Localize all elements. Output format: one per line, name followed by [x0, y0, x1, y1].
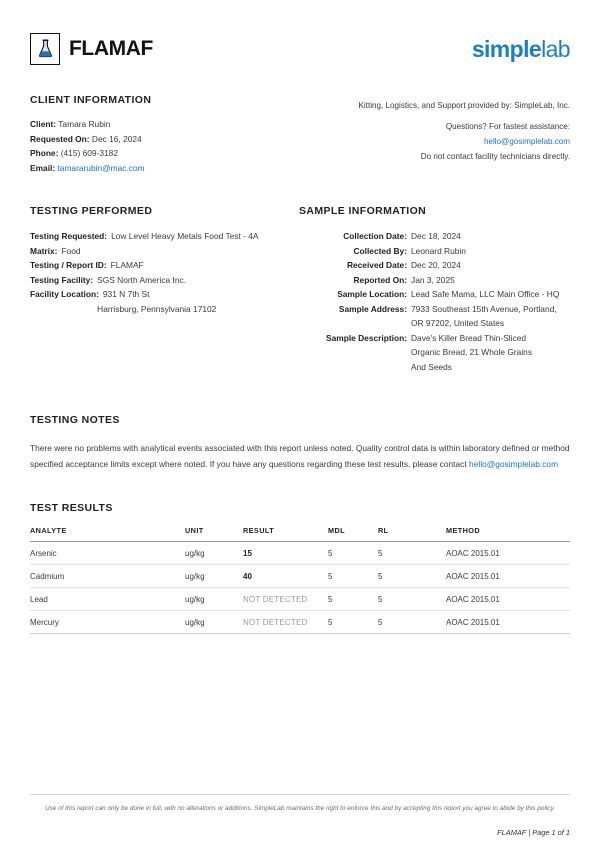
sample-field-description-line3-value: And Seeds [411, 361, 452, 372]
sample-field-description-label: Sample Description: [326, 332, 407, 343]
cell-unit: ug/kg [185, 588, 243, 611]
cell-rl: 5 [378, 542, 446, 565]
testing-notes-text: There were no problems with analytical events associated with this report unless noted. Quality control data is within laboratory defined or method specified acceptance limits except where noted. If you have any questions regarding these test results, please contact [30, 443, 570, 469]
sample-field-description-value: Dave's Killer Bread Thin-Sliced [411, 332, 527, 343]
support-line-2: Questions? For fastest assistance: [445, 122, 570, 131]
sample-field-collected-by-label: Collected By: [353, 245, 407, 256]
report-header [30, 0, 570, 72]
client-field-requested-on [30, 132, 325, 147]
testing-performed-fields [30, 229, 299, 316]
support-block [325, 94, 570, 164]
testing-field-matrix-label: Matrix: [30, 245, 58, 256]
support-line-1: Kitting, Logistics, and Support provided by: SimpleLab, Inc. [358, 101, 570, 110]
client-field-client-value: Tamara Rubin [58, 119, 111, 129]
cell-result: 15 [243, 542, 328, 565]
testing-field-location-label: Facility Location: [30, 289, 99, 299]
test-results-body [30, 542, 570, 634]
test-results-head [30, 526, 570, 542]
report-footer [30, 794, 570, 837]
client-information-title: CLIENT INFORMATION [30, 94, 152, 106]
brand-name-right-bold: simple [471, 35, 542, 62]
sample-field-address [299, 302, 570, 317]
sample-information-section [299, 205, 570, 374]
cell-analyte: Cadmium [30, 565, 185, 588]
cell-result: NOT DETECTED [243, 611, 328, 634]
brand-name-left: FLAMAF [69, 37, 153, 60]
cell-result: 40 [243, 565, 328, 588]
flask-icon [30, 33, 60, 65]
cell-analyte: Lead [30, 588, 185, 611]
table-row [30, 611, 570, 634]
sample-field-collection-date-value: Dec 18, 2024 [411, 231, 461, 241]
support-email-link[interactable]: hello@gosimplelab.com [483, 137, 570, 146]
cell-unit: ug/kg [185, 565, 243, 588]
column-header-analyte: ANALYTE [30, 526, 185, 542]
sample-field-reported-on [299, 273, 570, 288]
test-results-section [30, 502, 570, 634]
client-field-phone-value: (415) 609-3182 [60, 148, 118, 158]
client-information-fields [30, 117, 325, 175]
client-and-support-row [30, 94, 570, 175]
client-field-phone-label: Phone: [30, 148, 59, 158]
column-header-method: METHOD [446, 526, 570, 542]
cell-mdl: 5 [328, 565, 378, 588]
footer-divider [30, 794, 570, 795]
sample-field-received-date [299, 258, 570, 273]
testing-field-location [30, 287, 299, 302]
cell-analyte: Mercury [30, 611, 185, 634]
client-field-client-label: Client: [30, 119, 57, 129]
table-row [30, 542, 570, 565]
client-field-client [30, 117, 325, 132]
footer-page-label: FLAMAF | Page 1 of 1 [497, 828, 570, 837]
simplelab-logo [472, 36, 570, 63]
sample-field-location-label: Sample Location: [337, 289, 407, 299]
sample-field-collected-by-value: Leonard Rubin [411, 245, 466, 256]
testing-notes-title: TESTING NOTES [30, 414, 120, 426]
cell-result: NOT DETECTED [243, 588, 328, 611]
test-results-title: TEST RESULTS [30, 502, 113, 514]
sample-field-address-label: Sample Address: [338, 303, 407, 314]
table-row [30, 588, 570, 611]
sample-field-received-date-label: Received Date: [346, 260, 407, 270]
testing-field-matrix [30, 244, 299, 259]
sample-field-reported-on-label: Reported On: [353, 274, 407, 285]
sample-field-address-value: 7933 Southeast 15th Avenue, Portland, [411, 303, 557, 314]
testing-field-location-line2-value: Harrisburg, Pennsylvania 17102 [97, 303, 217, 314]
testing-field-facility [30, 273, 299, 288]
column-header-rl: RL [378, 526, 446, 542]
testing-field-facility-value: SGS North America Inc. [97, 274, 187, 285]
table-row [30, 565, 570, 588]
testing-field-report-id-label: Testing / Report ID: [30, 260, 107, 270]
testing-notes-body [30, 440, 570, 472]
testing-field-requested-value: Low Level Heavy Metals Food Test - 4A [111, 231, 259, 241]
test-results-table [30, 526, 570, 634]
testing-field-requested [30, 229, 299, 244]
sample-field-location-value: Lead Safe Mama, LLC Main Office - HQ [411, 289, 560, 299]
cell-rl: 5 [378, 588, 446, 611]
testing-notes-section [30, 414, 570, 472]
support-line-3: Do not contact facility technicians directly. [420, 152, 570, 161]
testing-notes-email-link[interactable]: hello@gosimplelab.com [469, 459, 559, 469]
table-header-row [30, 526, 570, 542]
client-field-email [30, 161, 325, 176]
sample-field-description-line2 [299, 345, 570, 360]
testing-field-report-id-value: FLAMAF [110, 260, 144, 270]
testing-field-report-id [30, 258, 299, 273]
client-field-requested-on-label: Requested On: [30, 133, 90, 144]
cell-mdl: 5 [328, 611, 378, 634]
flamaf-logo [30, 33, 153, 65]
client-field-phone [30, 146, 325, 161]
sample-information-fields [299, 229, 570, 374]
sample-field-description-line2-value: Organic Bread, 21 Whole Grains [411, 347, 533, 357]
sample-field-collection-date-label: Collection Date: [343, 231, 407, 241]
sample-field-description [299, 331, 570, 346]
testing-performed-section [30, 205, 299, 374]
sample-information-title: SAMPLE INFORMATION [299, 205, 427, 217]
cell-method: AOAC 2015.01 [446, 565, 570, 588]
testing-field-location-value: 931 N 7th St [102, 289, 150, 299]
cell-unit: ug/kg [185, 611, 243, 634]
sample-field-address-line2-value: OR 97202, United States [411, 318, 505, 328]
sample-field-location [299, 287, 570, 302]
cell-mdl: 5 [328, 542, 378, 565]
cell-method: AOAC 2015.01 [446, 611, 570, 634]
column-header-mdl: MDL [328, 526, 378, 542]
testing-and-sample-columns [30, 205, 570, 374]
cell-mdl: 5 [328, 588, 378, 611]
testing-field-matrix-value: Food [61, 245, 81, 256]
cell-analyte: Arsenic [30, 542, 185, 565]
sample-field-collection-date [299, 229, 570, 244]
testing-performed-title: TESTING PERFORMED [30, 205, 153, 217]
testing-field-requested-label: Testing Requested: [30, 231, 108, 241]
column-header-result: RESULT [243, 526, 328, 542]
client-field-requested-on-value: Dec 16, 2024 [91, 133, 142, 144]
client-information-section [30, 94, 325, 175]
column-header-unit: UNIT [185, 526, 243, 542]
client-field-email-label: Email: [30, 162, 56, 173]
footer-disclaimer: Use of this report can only be done in full, with no alterations or additions. SimpleLab maintains the right to enforce this and by accepting this report you agree to abide by this policy. [44, 805, 555, 812]
cell-unit: ug/kg [185, 542, 243, 565]
client-email-link[interactable]: tamararubin@mac.com [57, 162, 145, 173]
cell-method: AOAC 2015.01 [446, 542, 570, 565]
sample-field-collected-by [299, 244, 570, 259]
cell-rl: 5 [378, 611, 446, 634]
cell-rl: 5 [378, 565, 446, 588]
cell-method: AOAC 2015.01 [446, 588, 570, 611]
sample-field-received-date-value: Dec 20, 2024 [411, 260, 461, 270]
testing-field-facility-label: Testing Facility: [30, 274, 94, 285]
testing-field-location-line2 [30, 302, 299, 317]
sample-field-description-line3 [299, 360, 570, 375]
brand-name-right-light: lab [541, 35, 570, 62]
sample-field-reported-on-value: Jan 3, 2025 [411, 274, 455, 285]
sample-field-address-line2 [299, 316, 570, 331]
